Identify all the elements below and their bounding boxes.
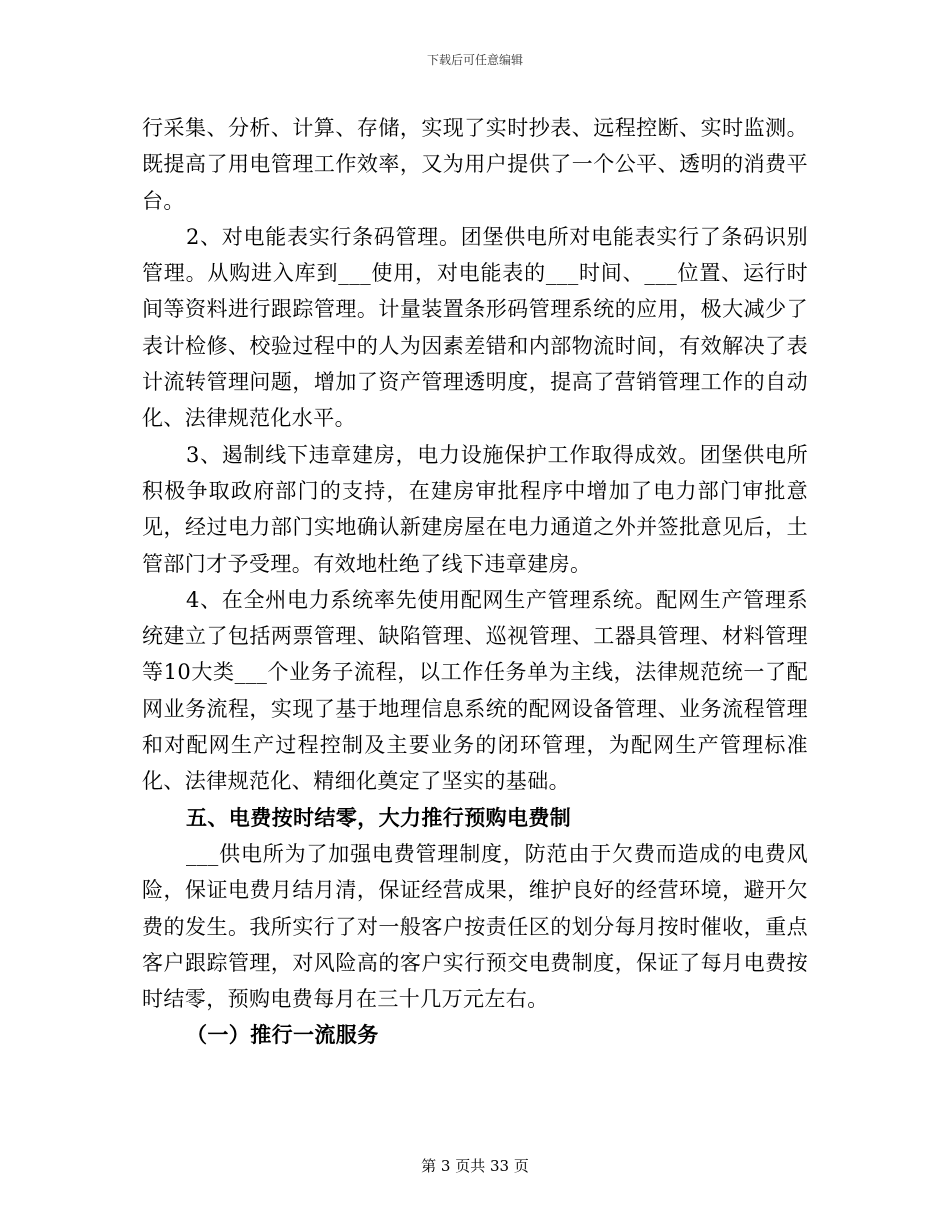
paragraph-item-4: 4、在全州电力系统率先使用配网生产管理系统。配网生产管理系统建立了包括两票管理、缺陷管理、巡视管理、工器具管理、材料管理等10大类___个业务子流程，以工作任务单为主线，法律规范统一了配网业务流程，实现了基于地理信息系统的配网设备管理、业务流程管理和对配网生产过程控制及主要业务的闭环管理，为配网生产管理标准化、法律规范化、精细化奠定了坚实的基础。 — [142, 587, 808, 794]
paragraph-section-5: ___供电所为了加强电费管理制度，防范由于欠费而造成的电费风险，保证电费月结月清，保证经营成果，维护良好的经营环境，避开欠费的发生。我所实行了对一般客户按责任区的划分每月按时催收，重点客户跟踪管理，对风险高的客户实行预交电费制度，保证了每月电费按时结零，预购电费每月在三十几万元左右。 — [142, 841, 808, 1012]
section-heading-5: 五、电费按时结零，大力推行预购电费制 — [186, 804, 572, 830]
document-body — [142, 110, 808, 1054]
paragraph-item-2: 2、对电能表实行条码管理。团堡供电所对电能表实行了条码识别管理。从购进入库到___使用，对电能表的___时间、___位置、运行时间等资料进行跟踪管理。计量装置条形码管理系统的应用，极大减少了表计检修、校验过程中的人为因素差错和内部物流时间，有效解决了表计流转管理问题，增加了资产管理透明度，提高了营销管理工作的自动化、法律规范化水平。 — [142, 224, 808, 431]
subsection-heading-1: （一）推行一流服务 — [186, 1022, 379, 1048]
paragraph-continuation: 行采集、分析、计算、存储，实现了实时抄表、远程控断、实时监测。既提高了用电管理工作效率，又为用户提供了一个公平、透明的消费平台。 — [142, 116, 808, 213]
page-header: 下载后可任意编辑 — [426, 53, 523, 67]
page-footer: 第 3 页共 33 页 — [421, 1157, 529, 1175]
paragraph-item-3: 3、遏制线下违章建房，电力设施保护工作取得成效。团堡供电所积极争取政府部门的支持，在建房审批程序中增加了电力部门审批意见，经过电力部门实地确认新建房屋在电力通道之外并签批意见后，土管部门才予受理。有效地杜绝了线下违章建房。 — [142, 442, 808, 576]
